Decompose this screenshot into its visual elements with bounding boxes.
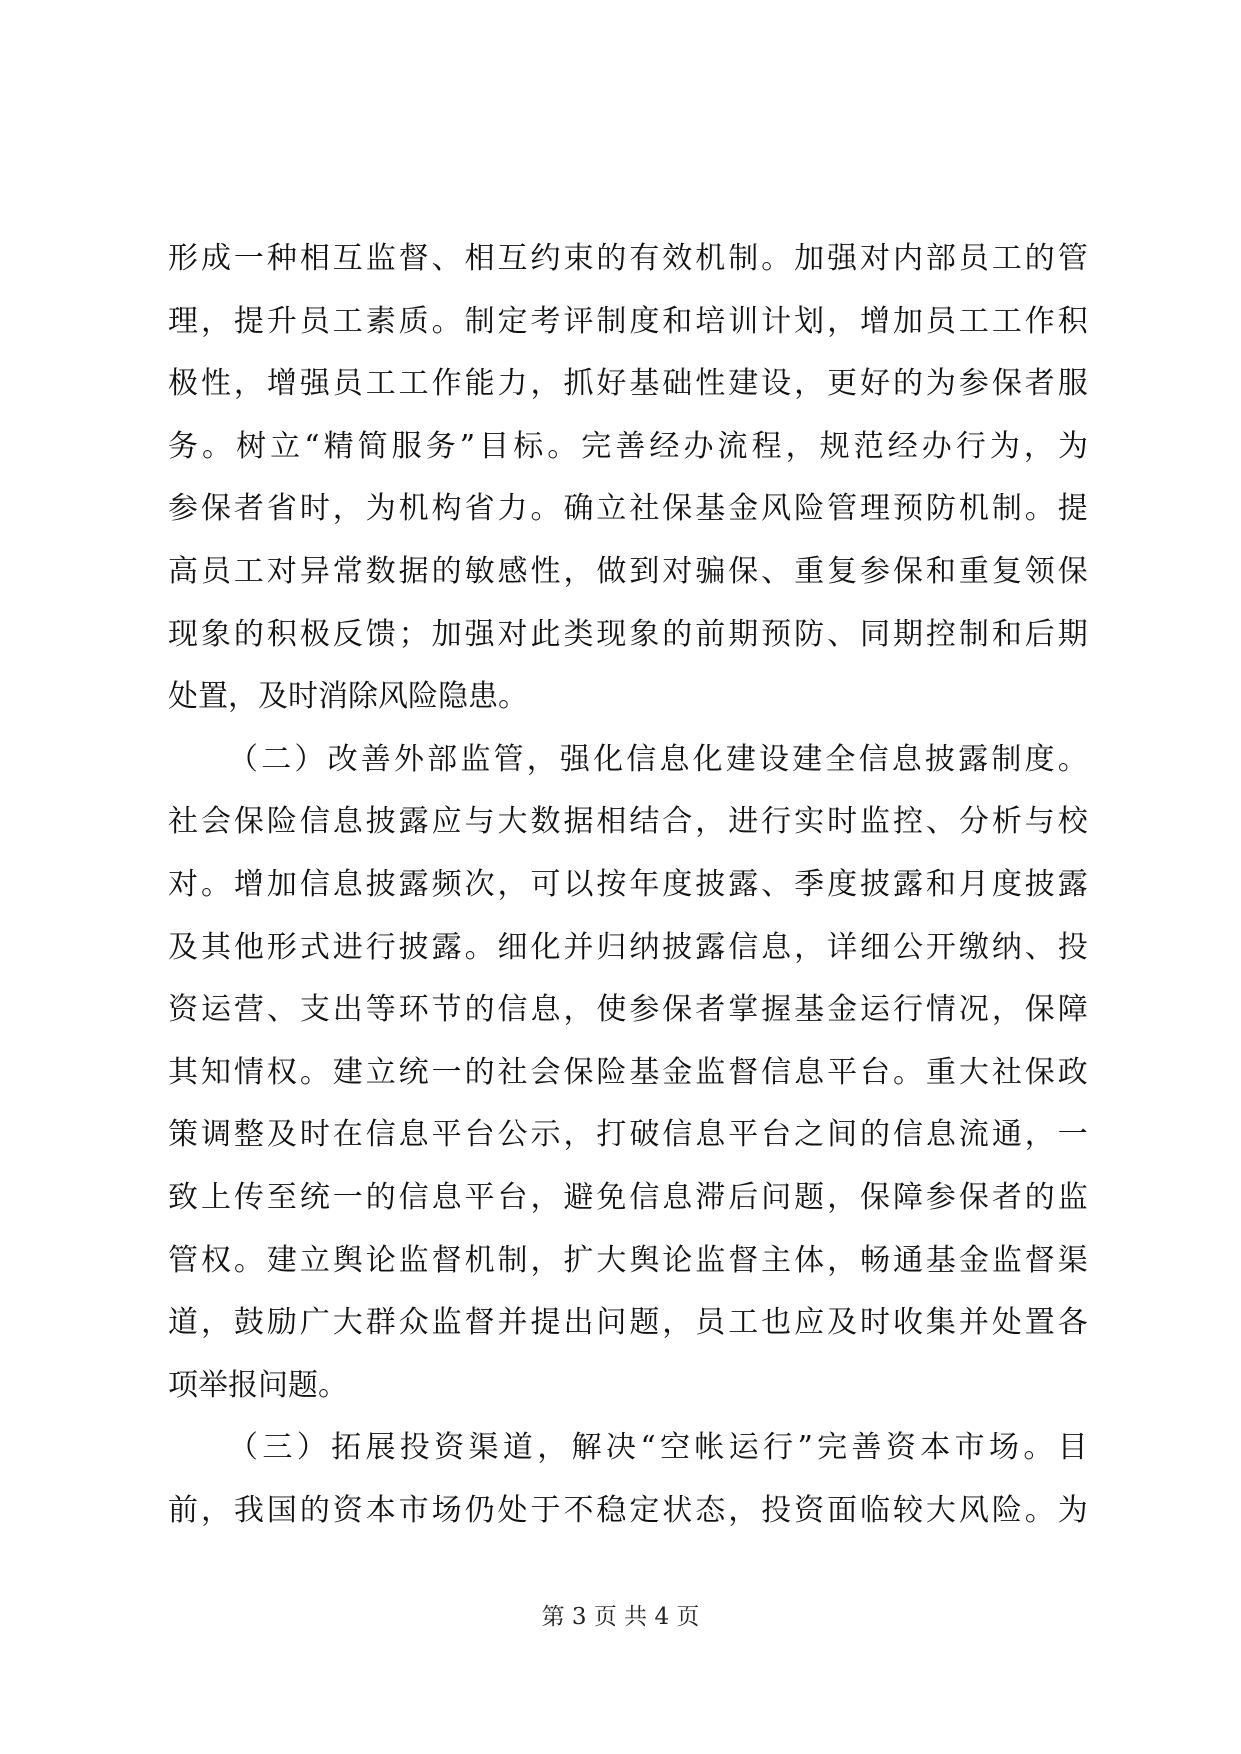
text-line: 形 成 一 种 相 互 监 督 、 相 互 约 束 的 有 效 机 制 。 加 强 对 内 部 员 工 的 管 <box>168 241 1088 276</box>
text-line: 其 知 情 权 。 建 立 统 一 的 社 会 保 险 基 金 监 督 信 息 平 台 。 重 大 社 保 政 <box>168 1054 1088 1090</box>
paragraph-heading-line: （ 二 ） 改 善 外 部 监 管 ， 强 化 信 息 化 建 设 建 全 信 息 披 露 制 度 。 <box>228 741 1088 777</box>
text-line: 现 象 的 积 极 反 馈 ； 加 强 对 此 类 现 象 的 前 期 预 防 、 同 期 控 制 和 后 期 <box>168 616 1088 652</box>
body-text <box>168 228 1088 1542</box>
text-line: 前 ， 我 国 的 资 本 市 场 仍 处 于 不 稳 定 状 态 ， 投 资 面 临 较 大 风 险 。 为 <box>168 1492 1088 1528</box>
text-line: 处置，及时消除风险隐患。 <box>168 679 528 715</box>
text-line: 道 ， 鼓 励 广 大 群 众 监 督 并 提 出 问 题 ， 员 工 也 应 及 时 收 集 并 处 置 各 <box>168 1305 1088 1341</box>
text-line: 高 员 工 对 异 常 数 据 的 敏 感 性 ， 做 到 对 骗 保 、 重 复 参 保 和 重 复 领 保 <box>168 553 1088 589</box>
text-line: 资 运 营 、 支 出 等 环 节 的 信 息 ， 使 参 保 者 掌 握 基 金 运 行 情 况 ， 保 障 <box>168 992 1088 1028</box>
paragraph-1 <box>168 228 1088 729</box>
paragraph-2 <box>168 729 1088 1418</box>
text-line: 社 会 保 险 信 息 披 露 应 与 大 数 据 相 结 合 ， 进 行 实 时 监 控 、 分 析 与 校 <box>168 804 1088 840</box>
text-line: 对 。 增 加 信 息 披 露 频 次 ， 可 以 按 年 度 披 露 、 季 度 披 露 和 月 度 披 露 <box>168 866 1088 902</box>
text-line: 极 性 ， 增 强 员 工 工 作 能 力 ， 抓 好 基 础 性 建 设 ， 更 好 的 为 参 保 者 服 <box>168 366 1088 402</box>
paragraph-3 <box>168 1417 1088 1542</box>
text-line: 管 权 。 建 立 舆 论 监 督 机 制 ， 扩 大 舆 论 监 督 主 体 ， 畅 通 基 金 监 督 渠 <box>168 1242 1088 1278</box>
page-number-footer: 第 3 页 共 4 页 <box>541 1604 700 1630</box>
text-line: 项举报问题。 <box>168 1367 348 1403</box>
paragraph-heading-line: （ 三 ） 拓 展 投 资 渠 道 ， 解 决 “ 空 帐 运 行 ” 完 善 资 本 市 场 。 目 <box>228 1430 1088 1466</box>
text-line: 理 ， 提 升 员 工 素 质 。 制 定 考 评 制 度 和 培 训 计 划 ， 增 加 员 工 工 作 积 <box>168 303 1088 339</box>
text-line: 策 调 整 及 时 在 信 息 平 台 公 示 ， 打 破 信 息 平 台 之 间 的 信 息 流 通 ， 一 <box>168 1117 1088 1153</box>
text-line: 务 。 树 立 “ 精 简 服 务 ” 目 标 。 完 善 经 办 流 程 ， 规 范 经 办 行 为 ， 为 <box>168 428 1088 464</box>
text-line: 参 保 者 省 时 ， 为 机 构 省 力 。 确 立 社 保 基 金 风 险 管 理 预 防 机 制 。 提 <box>168 491 1088 527</box>
text-line: 及 其 他 形 式 进 行 披 露 。 细 化 并 归 纳 披 露 信 息 ， 详 细 公 开 缴 纳 、 投 <box>168 929 1088 965</box>
text-line: 致 上 传 至 统 一 的 信 息 平 台 ， 避 免 信 息 滞 后 问 题 ， 保 障 参 保 者 的 监 <box>168 1179 1088 1215</box>
